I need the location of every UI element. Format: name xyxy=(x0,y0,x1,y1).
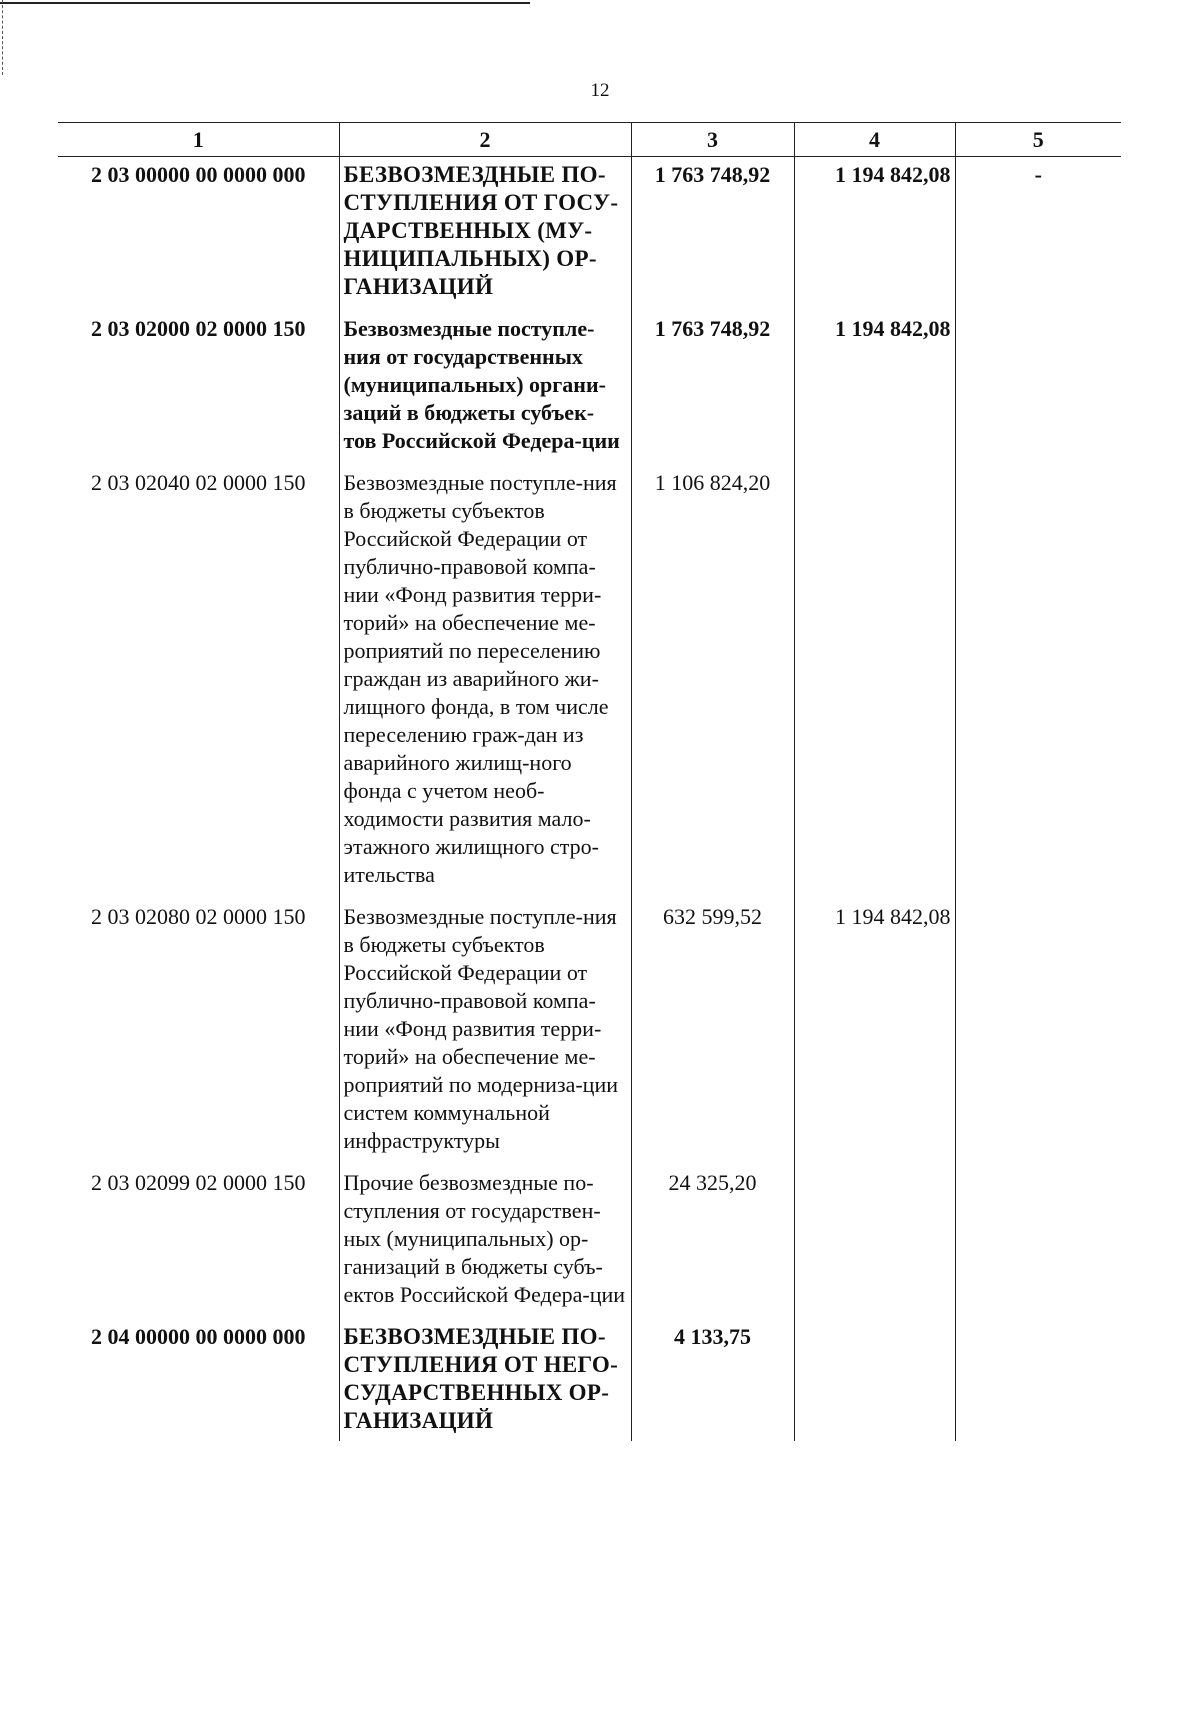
table-row xyxy=(58,1319,1121,1441)
page-number: 12 xyxy=(590,80,610,101)
row-value-col4: 1 194 842,08 xyxy=(794,311,955,465)
table-header-row xyxy=(58,123,1121,157)
row-name: БЕЗВОЗМЕЗДНЫЕ ПО-СТУПЛЕНИЯ ОТ НЕГО-СУДАРСТВЕННЫХ ОР-ГАНИЗАЦИЙ xyxy=(339,1319,631,1441)
table-row xyxy=(58,465,1121,899)
row-code: 2 03 00000 00 0000 000 xyxy=(91,162,306,187)
header-col-3: 3 xyxy=(631,123,794,157)
row-name: Безвозмездные поступле-ния в бюджеты субъектов Российской Федерации от публично-правовой компа-нии «Фонд развития терри-торий» на обеспечение ме-роприятий по переселению граждан из аварийного жи-лищного фонда, в том числе переселению граж-дан из аварийного жилищ-ного фонда с учетом необ-ходимости развития мало-этажного жилищного стро-ительства xyxy=(339,465,631,899)
table-row xyxy=(58,899,1121,1165)
row-code: 2 03 02099 02 0000 150 xyxy=(91,1170,306,1195)
row-value-col5 xyxy=(955,899,1121,1165)
row-code: 2 03 02080 02 0000 150 xyxy=(91,904,306,929)
row-value-col4: 1 194 842,08 xyxy=(794,157,955,312)
table-row xyxy=(58,157,1121,312)
header-col-5: 5 xyxy=(955,123,1121,157)
table-row xyxy=(58,311,1121,465)
row-name: Прочие безвозмездные по-ступления от государствен-ных (муниципальных) ор-ганизаций в бюджеты субъ-ектов Российской Федера-ции xyxy=(339,1165,631,1319)
row-value-col3: 1 763 748,92 xyxy=(631,311,794,465)
row-value-col5 xyxy=(955,465,1121,899)
row-value-col4: 1 194 842,08 xyxy=(794,899,955,1165)
row-value-col3: 24 325,20 xyxy=(631,1165,794,1319)
row-value-col3: 632 599,52 xyxy=(631,899,794,1165)
row-code: 2 04 00000 00 0000 000 xyxy=(91,1324,306,1349)
row-value-col4 xyxy=(794,465,955,899)
row-value-col5 xyxy=(955,311,1121,465)
row-value-col5 xyxy=(955,1165,1121,1319)
row-value-col5 xyxy=(955,1319,1121,1441)
row-code: 2 03 02000 02 0000 150 xyxy=(91,316,306,341)
header-col-2: 2 xyxy=(339,123,631,157)
header-col-4: 4 xyxy=(794,123,955,157)
row-name: Безвозмездные поступле-ния в бюджеты субъектов Российской Федерации от публично-правовой компа-нии «Фонд развития терри-торий» на обеспечение ме-роприятий по модерниза-ции систем коммунальной инфраструктуры xyxy=(339,899,631,1165)
row-code: 2 03 02040 02 0000 150 xyxy=(91,470,306,495)
header-col-1: 1 xyxy=(58,123,339,157)
row-name: БЕЗВОЗМЕЗДНЫЕ ПО-СТУПЛЕНИЯ ОТ ГОСУ-ДАРСТВЕННЫХ (МУ-НИЦИПАЛЬНЫХ) ОР-ГАНИЗАЦИЙ xyxy=(339,157,631,312)
revenue-table xyxy=(58,122,1121,1441)
table-row xyxy=(58,1165,1121,1319)
row-value-col5: - xyxy=(955,157,1121,312)
page-left-rule xyxy=(2,0,3,75)
row-value-col4 xyxy=(794,1165,955,1319)
page-top-rule xyxy=(0,2,530,4)
row-value-col3: 1 106 824,20 xyxy=(631,465,794,899)
row-name: Безвозмездные поступле-ния от государственных (муниципальных) органи-заций в бюджеты субъек-тов Российской Федера-ции xyxy=(339,311,631,465)
row-value-col3: 1 763 748,92 xyxy=(631,157,794,312)
row-value-col3: 4 133,75 xyxy=(631,1319,794,1441)
row-value-col4 xyxy=(794,1319,955,1441)
